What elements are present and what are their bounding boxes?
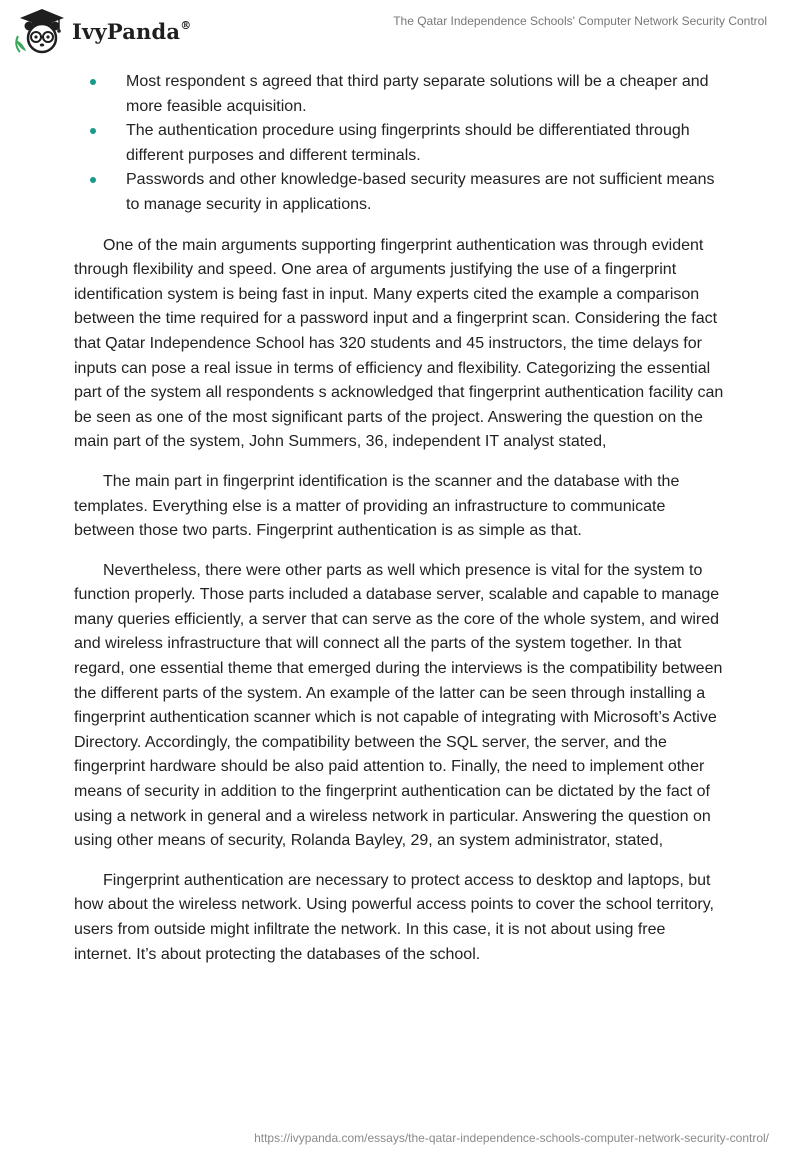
- findings-list: [74, 70, 724, 218]
- brand-name: IvyPanda®: [72, 18, 192, 44]
- list-item: [74, 119, 724, 168]
- panda-graduation-cap-icon: [12, 6, 68, 56]
- footer-source-url[interactable]: https://ivypanda.com/essays/the-qatar-independence-schools-computer-network-security-control/: [254, 1131, 769, 1145]
- list-item-text: Passwords and other knowledge-based security measures are not sufficient means to manage security in applications.: [126, 171, 715, 213]
- list-item-text: The authentication procedure using fingerprints should be differentiated through different purposes and different terminals.: [126, 122, 690, 164]
- bullet-icon: [90, 177, 96, 183]
- document-body: [74, 70, 724, 967]
- bullet-icon: [90, 128, 96, 134]
- registered-mark: ®: [180, 18, 192, 32]
- quote-rolanda-bayley: Fingerprint authentication are necessary to protect access to desktop and laptops, but how about the wireless network. Using powerful access points to cover the school territory, users from outside might infiltrate the network. In this case, it is not about using free internet. It’s about protecting the databases of the school.: [74, 871, 714, 963]
- list-item: [74, 70, 724, 119]
- paragraph-system-parts: Nevertheless, there were other parts as well which presence is vital for the system to function properly. Those parts included a database server, scalable and capable to manage many queries efficiently, a server that can serve as the core of the whole system, and wired and wireless infrastructure that will connect all the parts of the system together. In that regard, one essential theme that emerged during the interviews is the compatibility between the different parts of the system. An example of the latter can be seen through installing a fingerprint authentication scanner which is not capable of integrating with Microsoft’s Active Directory. Accordingly, the compatibility between the SQL server, the server, and the fingerprint hardware should be also paid attention to. Finally, the need to implement other means of security in addition to the fingerprint authentication can be dictated by the fact of using a network in general and a wireless network in particular. Answering the question on using other means of security, Rolanda Bayley, 29, an system administrator, stated,: [74, 561, 723, 850]
- ivypanda-logo[interactable]: [12, 6, 191, 56]
- paragraph-fingerprint-arguments: One of the main arguments supporting fingerprint authentication was through evident through flexibility and speed. One area of arguments justifying the use of a fingerprint identification system is being fast in input. Many experts cited the example a comparison between the time required for a password input and a fingerprint scan. Considering the fact that Qatar Independence School has 320 students and 45 instructors, the time delays for inputs can pose a real issue in terms of efficiency and flexibility. Categorizing the essential part of the system all respondents s acknowledged that fingerprint authentication facility can be seen as one of the most significant parts of the project. Answering the question on the main part of the system, John Summers, 36, independent IT analyst stated,: [74, 236, 724, 451]
- page-header: [0, 0, 800, 60]
- list-item-text: Most respondent s agreed that third party separate solutions will be a cheaper and more feasible acquisition.: [126, 73, 709, 115]
- quote-john-summers: The main part in fingerprint identification is the scanner and the database with the templates. Everything else is a matter of providing an infrastructure to communicate between those two parts. Fingerprint authentication is as simple as that.: [74, 472, 680, 540]
- document-running-title: The Qatar Independence Schools' Computer Network Security Control: [393, 14, 767, 28]
- bullet-icon: [90, 79, 96, 85]
- list-item: [74, 168, 724, 217]
